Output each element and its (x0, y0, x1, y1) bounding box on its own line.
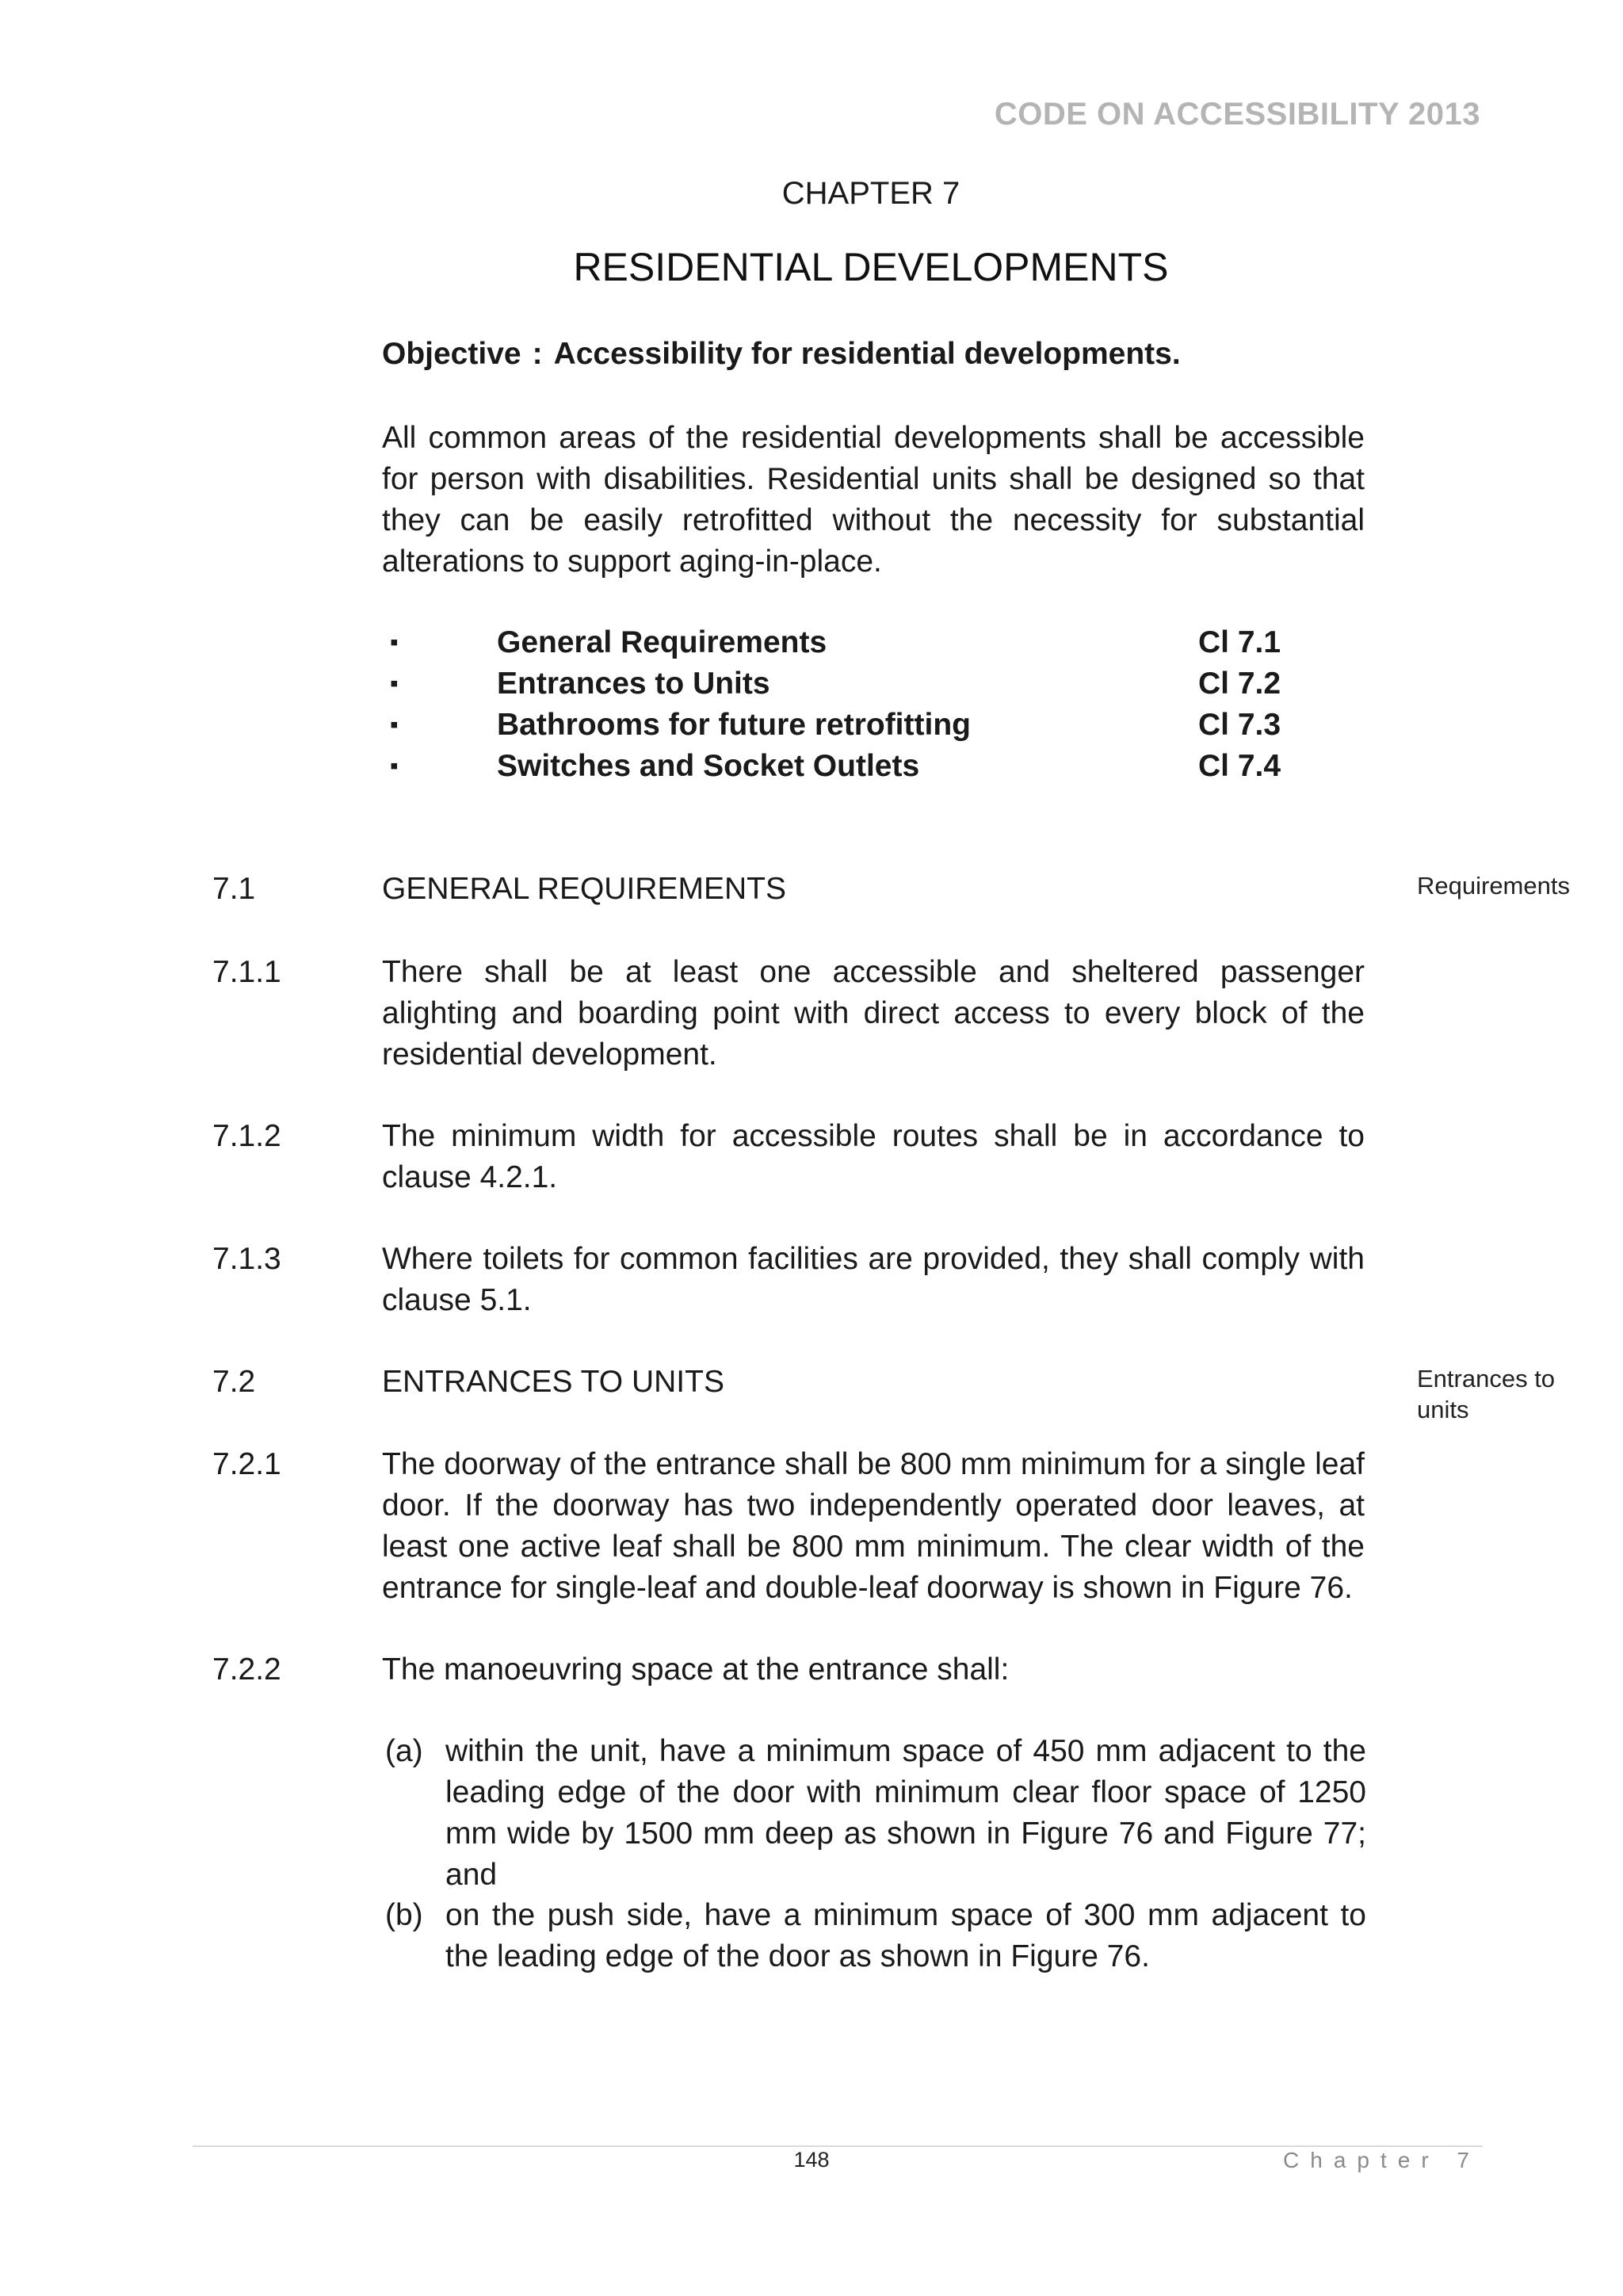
list-item-label: (a) (385, 1734, 423, 1768)
objective-label: Objective (382, 337, 521, 371)
section-heading: GENERAL REQUIREMENTS (382, 872, 786, 906)
contents-item-ref: Cl 7.4 (1198, 749, 1281, 783)
clause-number: 7.2.1 (212, 1447, 281, 1481)
clause-number: 7.1.1 (212, 955, 281, 989)
contents-item-label: General Requirements (497, 625, 827, 659)
section-number: 7.2 (212, 1365, 256, 1399)
list-item-text: within the unit, have a minimum space of 450 mm adjacent to the leading edge of the door with minimum clear floor space of 1250 mm wide by 1500 mm deep as shown in Figure 76 and Figure 77; and (445, 1734, 1366, 1892)
contents-item (382, 622, 1365, 663)
bullet-icon: ▪ (390, 712, 399, 738)
page-number: 148 (793, 2148, 830, 2172)
contents-item-label: Entrances to Units (497, 667, 770, 701)
clause-text: Where toilets for common facilities are provided, they shall comply with clause 5.1. (382, 1242, 1365, 1317)
objective-text: Accessibility for residential developments. (553, 337, 1181, 371)
bullet-icon: ▪ (390, 670, 399, 697)
contents-item-ref: Cl 7.2 (1198, 667, 1281, 701)
chapter-title: RESIDENTIAL DEVELOPMENTS (573, 245, 1169, 289)
contents-item-label: Switches and Socket Outlets (497, 749, 920, 783)
footer-divider (193, 2145, 1483, 2147)
document-header-title: CODE ON ACCESSIBILITY 2013 (994, 97, 1480, 132)
margin-note: Requirements (1417, 872, 1570, 900)
bullet-icon: ▪ (390, 629, 399, 655)
clause-text: The manoeuvring space at the entrance shall: (382, 1652, 1010, 1687)
clause-number: 7.2.2 (212, 1652, 281, 1687)
clause-text: The minimum width for accessible routes shall be in accordance to clause 4.2.1. (382, 1119, 1365, 1194)
clause-number: 7.1.2 (212, 1119, 281, 1153)
objective-separator: : (532, 337, 543, 371)
clause-text: There shall be at least one accessible and sheltered passenger alighting and boarding point with direct access to every block of the residential development. (382, 955, 1365, 1072)
contents-item (382, 705, 1365, 746)
clause-number: 7.1.3 (212, 1242, 281, 1276)
list-item-label: (b) (385, 1898, 423, 1932)
contents-item (382, 746, 1365, 787)
list-item-text: on the push side, have a minimum space of 300 mm adjacent to the leading edge of the door as shown in Figure 76. (445, 1898, 1366, 1973)
objective-line (382, 337, 1181, 372)
bullet-icon: ▪ (390, 753, 399, 779)
margin-note: Entrances to units (1417, 1365, 1556, 1423)
contents-item-label: Bathrooms for future retrofitting (497, 708, 971, 742)
intro-paragraph: All common areas of the residential developments shall be accessible for person with disabilities. Residential units shall be designed so that they can be easily retrofitted without the necessity for substantial alterations to support aging-in-place. (382, 421, 1365, 579)
contents-item-ref: Cl 7.1 (1198, 625, 1281, 659)
contents-item-ref: Cl 7.3 (1198, 708, 1281, 742)
footer-chapter-label: Chapter 7 (1283, 2148, 1480, 2172)
contents-item (382, 663, 1365, 705)
section-heading: ENTRANCES TO UNITS (382, 1365, 724, 1399)
clause-text: The doorway of the entrance shall be 800 mm minimum for a single leaf door. If the doorway has two independently operated door leaves, at least one active leaf shall be 800 mm minimum. The clear width of the entrance for single-leaf and double-leaf doorway is shown in Figure 76. (382, 1447, 1365, 1605)
section-number: 7.1 (212, 872, 256, 906)
contents-list (382, 622, 1365, 787)
chapter-label: CHAPTER 7 (781, 176, 960, 211)
